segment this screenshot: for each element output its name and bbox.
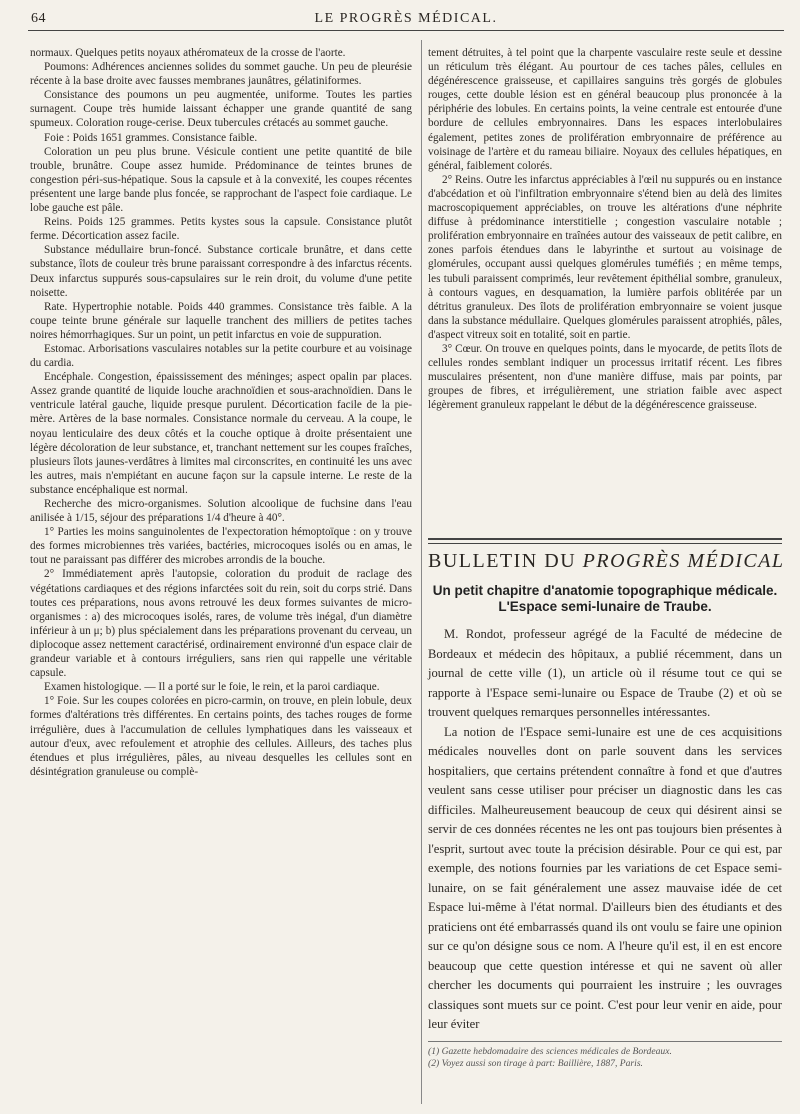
paragraph: tement détruites, à tel point que la charpente vasculaire reste seule et dessine un réticulum très élégant. Au pourtour de ces taches pâles, cellules en dégénérescence graisseuse, et capillaires sanguins très gorgés de globules rouges, cette double lésion est en général beaucoup plus prononcée à la périphérie des lobules. En certains points, la veine centrale est entourée d'une bordure de cellules embryonnaires. Dans les espaces interlobulaires également, petites zones de prolifération embryonnaire de préférence au voisinage de l'artère et du rameau biliaire. Noyaux des cellules hépatiques, en général, faiblement colorés. [428, 47, 782, 172]
right-column [428, 46, 782, 412]
article-paragraph: M. Rondot, professeur agrégé de la Faculté de médecine de Bordeaux et médecin des hôpitaux, a publié récemment, dans un journal de cette ville (1), un article où il résume tout ce qui se rapporte à l'Espace semi-lunaire ou Espace de Traube (2) et où se trouvent quelques remarques personnelles intéressantes. [428, 627, 782, 719]
footnote: (2) Voyez aussi son tirage à part: Baillière, 1887, Paris. [428, 1057, 643, 1069]
footnotes [428, 1041, 782, 1070]
bulletin-title-plain: BULLETIN DU [428, 550, 583, 572]
paragraph: 3° Cœur. On trouve en quelques points, dans le myocarde, de petits îlots de cellules rondes semblant indiquer un processus irritatif récent. Les fibres musculaires présentent, non d'une manière diffuse, mais par points, par groupes de fibres, et irrégulièrement, une striation faible avec aspect légèrement granuleux rappelant le début de la dégénérescence graisseuse. [428, 342, 782, 412]
column-divider [421, 40, 422, 1104]
paragraph: Encéphale. Congestion, épaississement des méninges; aspect opalin par places. Assez grande quantité de liquide louche arachnoïdien et sous-arachnoïdien. Dans le ventricule latéral gauche, liquide presque purulent. Décortication facile de la pie-mère. Artères de la base normales. Consistance normale du cerveau. A la coupe, le noyau lenticulaire des deux côtés et la couche optique à droite présentaient une légère décoloration de leur substance, et, tranchant nettement sur les coupes fraîches, plusieurs îlots jaunes-verdâtres à limites mal circonscrites, en continuité les uns avec les autres, mais n'empiétant en aucune façon sur la capsule interne. Le reste de la substance encéphalique est normal. [30, 371, 412, 496]
paragraph: Recherche des micro-organismes. Solution alcoolique de fuchsine dans l'eau anilisée à 1/15, séjour des préparations 1/4 d'heure à 40°. [30, 498, 412, 525]
paragraph: Examen histologique. — Il a porté sur le foie, le rein, et la paroi cardiaque. [44, 681, 380, 694]
paragraph: normaux. Quelques petits noyaux athéromateux de la crosse de l'aorte. [30, 47, 346, 59]
paragraph: Estomac. Arborisations vasculaires notables sur la petite courbure et au voisinage du cardia. [30, 342, 412, 370]
article-paragraph: La notion de l'Espace semi-lunaire est une de ces acquisitions médicales nouvelles dont on parle souvent dans les services hospitaliers, que certains prétendent connaître à fond et que d'autres veulent sans cesse utiliser pour préciser un diagnostic dans les cas difficiles. Malheureusement beaucoup de ceux qui désirent ainsi se servir de ces données récentes ne les ont pas toujours bien présentes à l'esprit, surtout avec toute la précision désirable. Pour ce qui est, par exemple, des notions fournies par les variations de cet Espace semi-lunaire, on se fait généralement une assez mauvaise idée de cet Espace lui-même à l'état normal. D'ailleurs bien des étudiants et des praticiens ont été embarrassés quand ils ont voulu se faire une opinion sur ce qu'on désigne sous ce nom. A l'heure qu'il est, il en est encore beaucoup que cette question intéresse et qui ne savent où aller chercher les documents qui pourraient les instruire ; les ouvrages classiques sont muets sur ce point. C'est pour leur venir en aide, pour leur éviter [428, 724, 782, 1031]
article-title: Un petit chapitre d'anatomie topographique médicale. L'Espace semi-lunaire de Traube. [432, 583, 778, 614]
paragraph: Poumons: Adhérences anciennes solides du sommet gauche. Un peu de pleurésie récente à la base droite avec fausses membranes jaunâtres, gélatiniformes. [30, 61, 412, 88]
paragraph: Reins. Poids 125 grammes. Petits kystes sous la capsule. Consistance plutôt ferme. Décortication assez facile. [30, 216, 412, 243]
paragraph: Substance médullaire brun-foncé. Substance corticale brunâtre, et dans cette substance, îlots de couleur très brune paraissant correspondre à des infarctus récents. Deux infarctus suppurés sous-capsulaires sur le rein droit, du volume d'une petite noisette. [30, 244, 412, 299]
bulletin-rule [428, 538, 782, 544]
paragraph: Coloration un peu plus brune. Vésicule contient une petite quantité de bile trouble, brunâtre. Coupe assez humide. Prédominance de teintes brunes de congestion péri-sus-hépatique. Sous la capsule et à la convexité, les coupes récentes présentent une large bande plus foncée, se rapprochant de l'aspect foie cardiaque. Le lobe gauche est pâle. [30, 145, 412, 215]
paragraph: 1° Foie. Sur les coupes colorées en picro-carmin, on trouve, en plein lobule, deux formes d'altérations très différentes. En certains points, des taches rouges de forme irrégulière, dues à l'accumulation de cellules lymphatiques dans les vaisseaux et autour d'eux, avec refoulement et atrophie des cellules. Ailleurs, des taches plus étendues et plus irrégulières, pâles, au niveau desquelles les cellules sont en désintégration granuleuse ou complè- [30, 695, 412, 778]
paragraph: 2° Immédiatement après l'autopsie, coloration du produit de raclage des végétations cardiaques et des régions infarctées soit du rein, soit du corps strié. Dans toutes ces préparations, nous avons retrouvé les deux formes suivantes de micro-organismes : a) des microcoques isolés, rares, de volume très inégal, d'un diamètre inférieur à un μ; b) plus spécialement dans les préparations provenant du cerveau, un diplocoque assez nettement caractérisé, ordinairement environné d'un espace clair de grandeur variable et à contours irréguliers, sans rien qui rappelle une véritable capsule. [30, 568, 412, 680]
paragraph: 2° Reins. Outre les infarctus appréciables à l'œil nu suppurés ou en instance d'abcédation et où l'infiltration embryonnaire s'étend bien au delà des limites macroscopiquement appréciables, on trouve les altérations d'une néphrite diffuse à prédominance interstitielle ; congestion vasculaire notable ; prolifération embryonnaire en traînées autour des vaisseaux de petit calibre, en zones parfois étendues dans le labyrinthe et surtout au voisinage de glomérules, occupant aussi quelques glomérules tuméfiés ; en même temps, les tubuli paraissent comprimés, leur revêtement épithélial sombre, granuleux, à contours vagues, en desquamation, la lumière parfois oblitérée par un détritus granuleux. Des îlots de prolifération embryonnaire se voient jusque dans la substance médullaire. Quelques glomérules paraissent atrophiés, pâles, d'aspect vitreux soit en totalité, soit en partie. [428, 173, 782, 341]
bulletin-title-italic: PROGRÈS MÉDICAL [582, 550, 785, 572]
article-body [428, 625, 782, 1035]
paragraph: Consistance des poumons un peu augmentée, uniforme. Toutes les parties surnagent. Coupe très humide laissant échapper une grande quantité de sang spumeux. Coloration rouge-cerise. Deux tubercules crétacés au sommet gauche. [30, 89, 412, 130]
page-header [28, 8, 784, 31]
paragraph: Foie : Poids 1651 grammes. Consistance faible. [44, 131, 258, 144]
left-column [30, 46, 412, 779]
running-title: LE PROGRÈS MÉDICAL. [314, 11, 498, 26]
paragraph: Rate. Hypertrophie notable. Poids 440 grammes. Consistance très faible. A la coupe teinte brune générale sur laquelle tranchent des milliers de petites taches noires hémorrhagiques. Sur un point, un petit infarctus en voie de suppuration. [30, 300, 412, 341]
footnote: (1) Gazette hebdomadaire des sciences médicales de Bordeaux. [428, 1045, 672, 1057]
bulletin-title [428, 550, 785, 573]
paragraph: 1° Parties les moins sanguinolentes de l'expectoration hémoptoïque : on y trouve des formes microbiennes très variées, bactéries, microcoques isolés ou en amas, le tout ne paraissant pas différer des microbes arrondis de la bouche. [30, 526, 412, 567]
bulletin-section [428, 538, 785, 1070]
page-number: 64 [31, 11, 46, 26]
